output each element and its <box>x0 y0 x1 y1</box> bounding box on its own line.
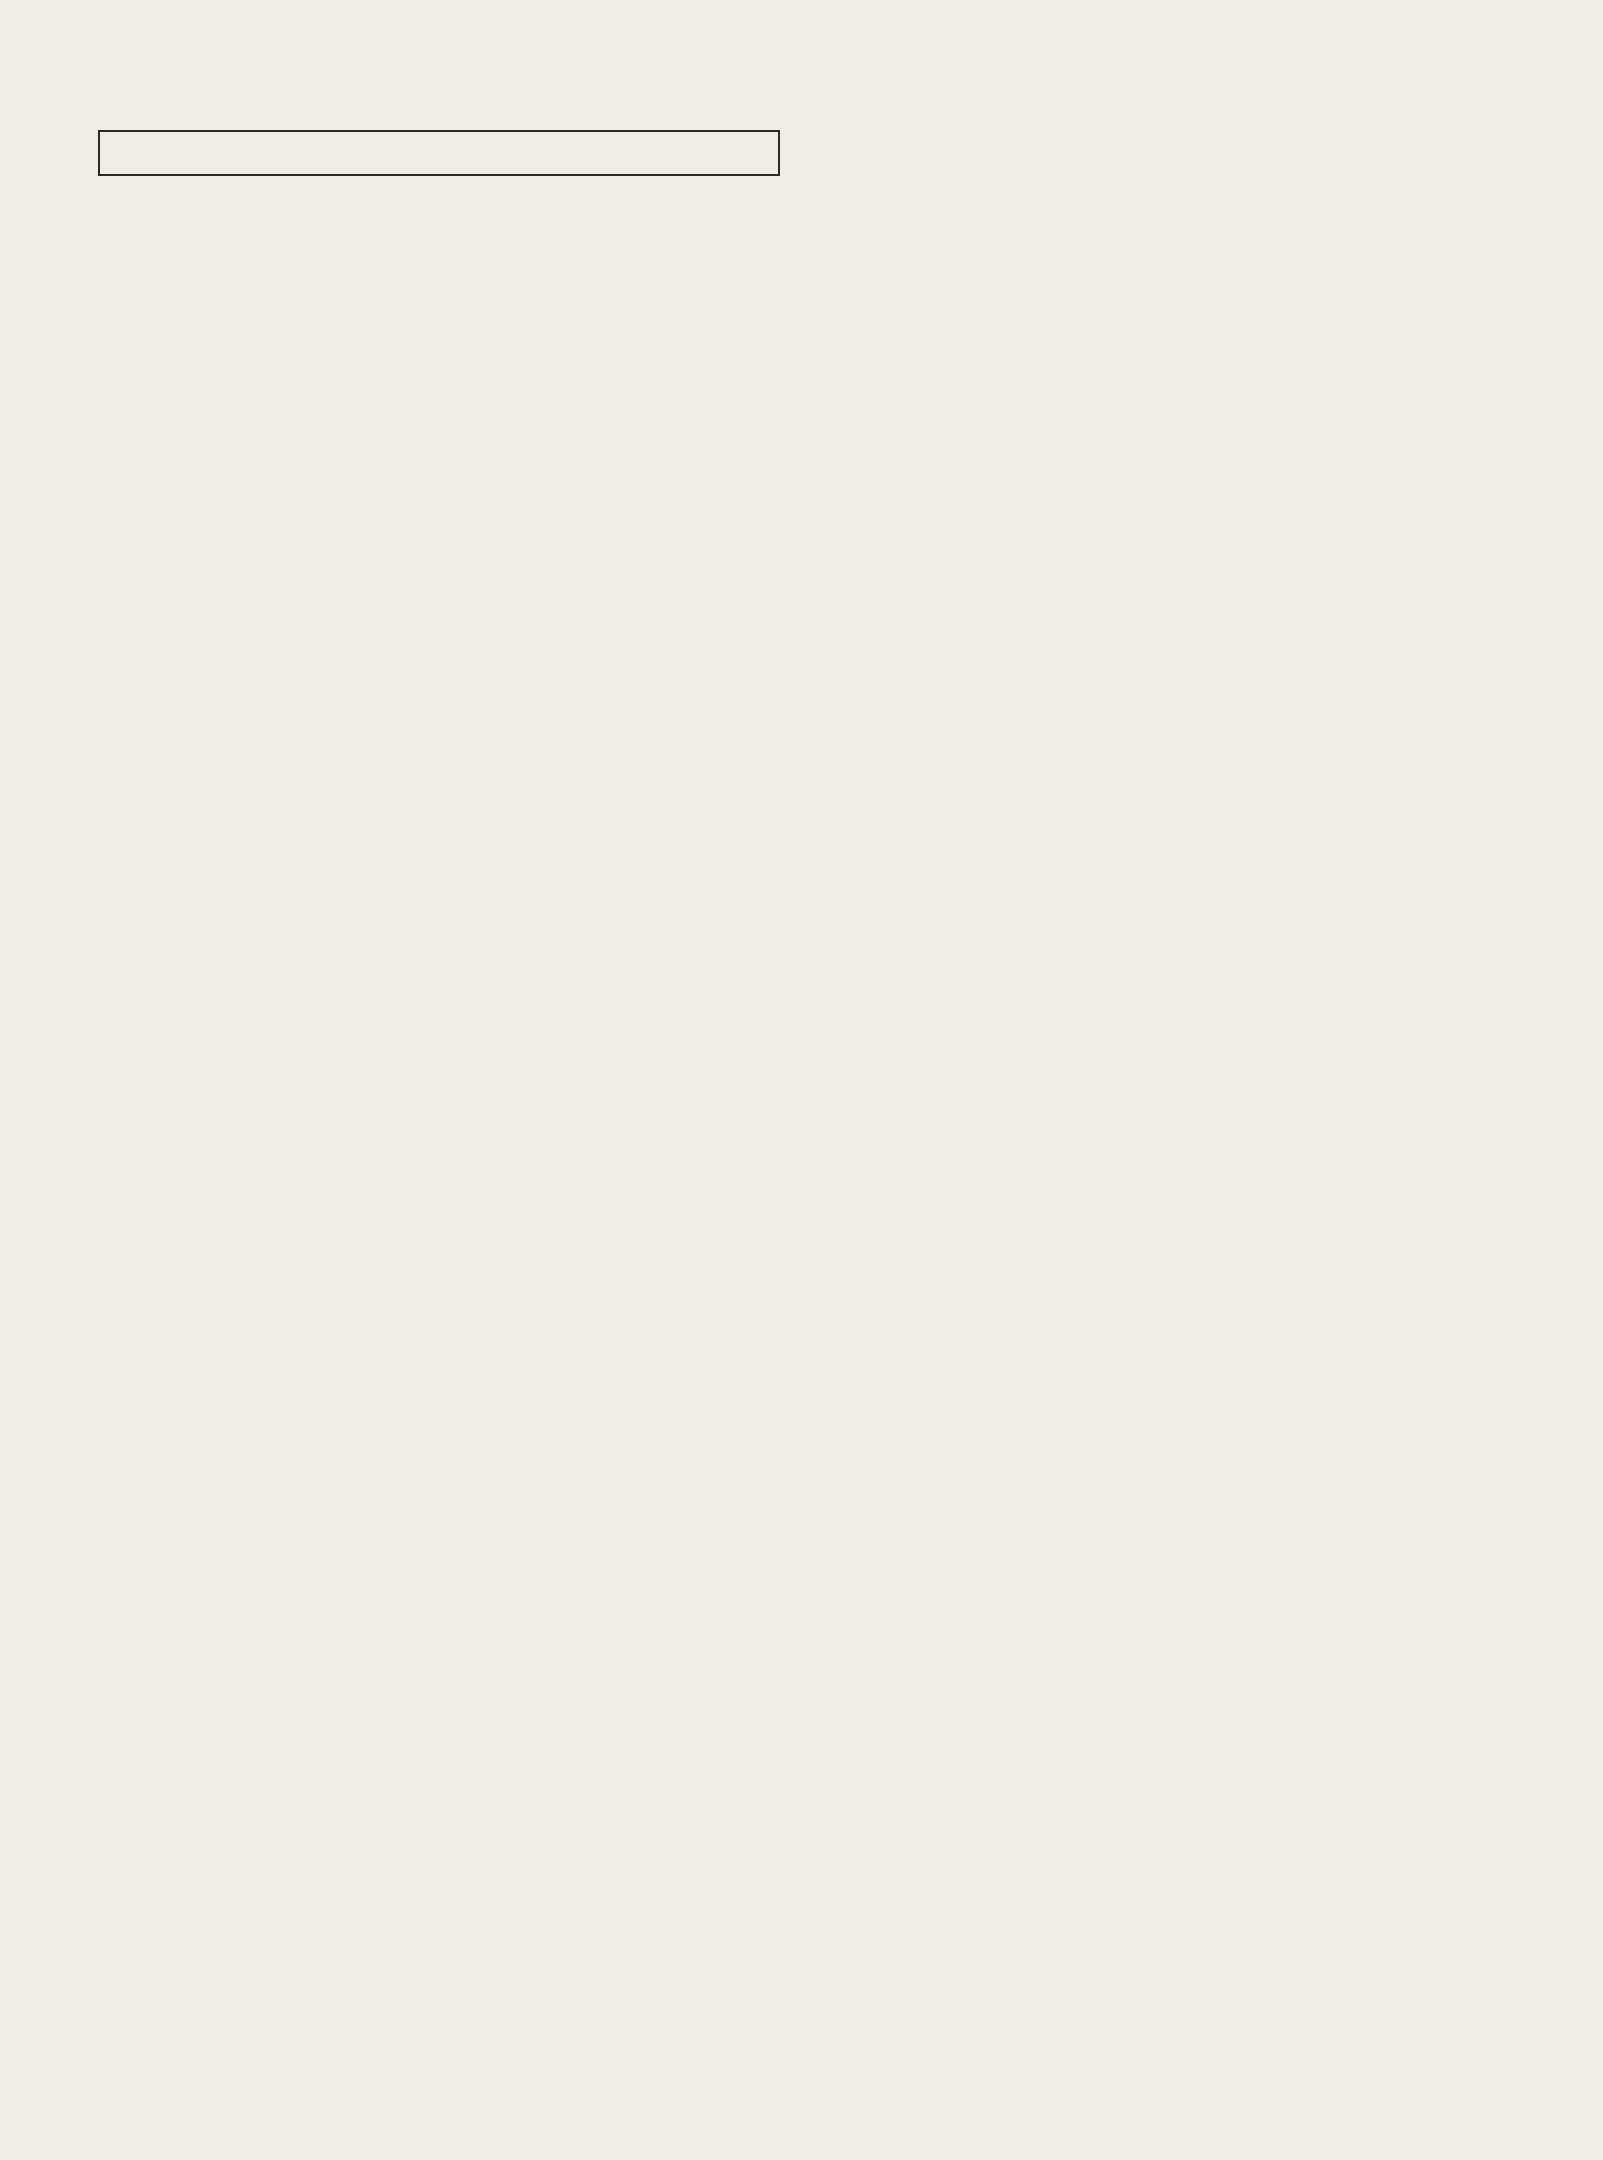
page-footer <box>1114 2075 1142 2096</box>
left-column <box>98 82 788 226</box>
before-typing-box <box>98 130 780 176</box>
